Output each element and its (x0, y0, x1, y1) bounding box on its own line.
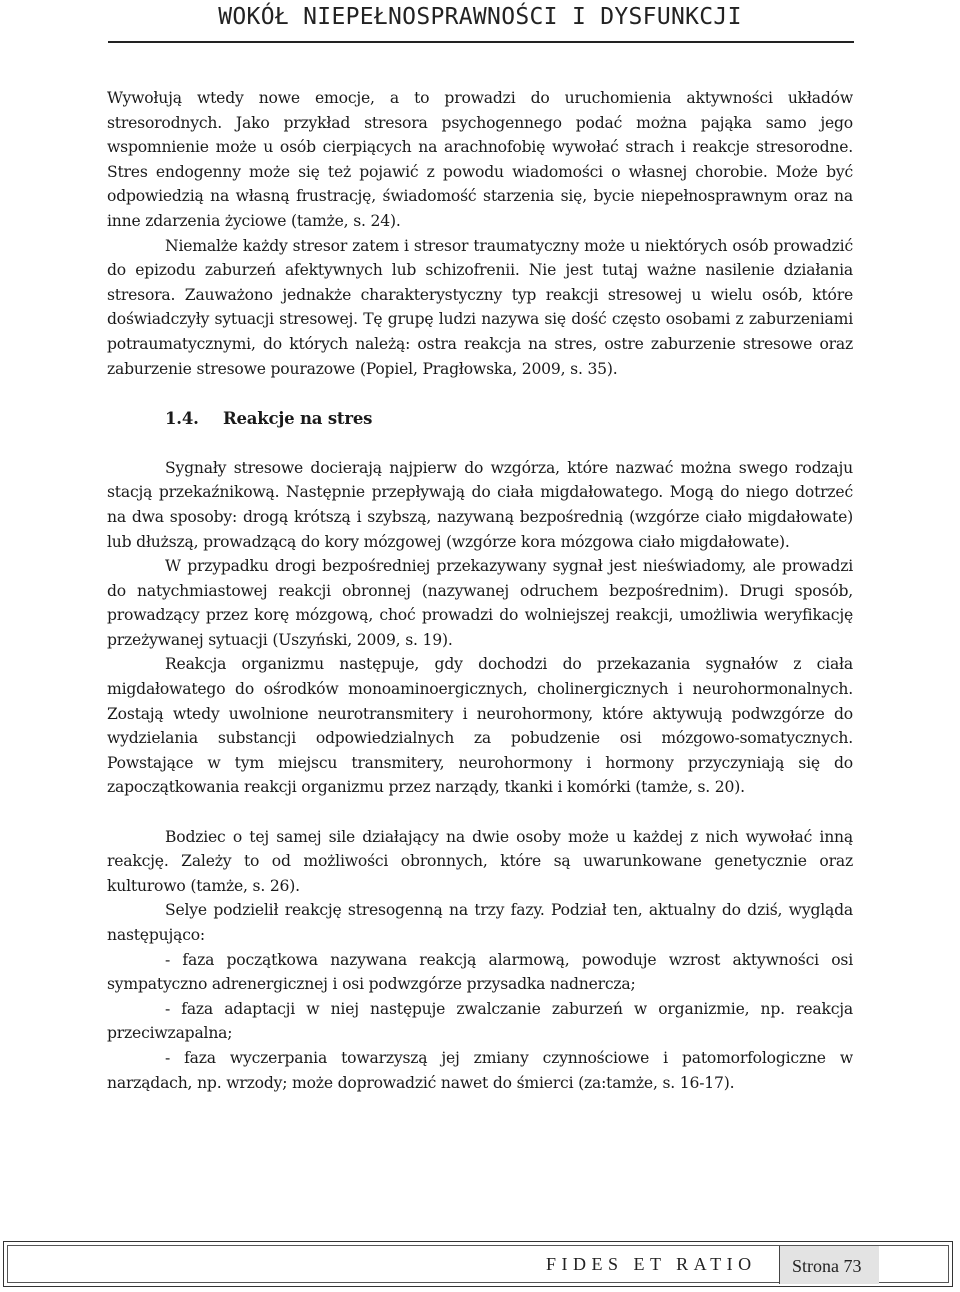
running-header: WOKÓŁ NIEPEŁNOSPRAWNOŚCI I DYSFUNKCJI (218, 4, 742, 30)
paragraph-2: Niemalże każdy stresor zatem i stresor traumatyczny może u niektórych osób prowadzić do epizodu zaburzeń afektywnych lub schizofrenii. Nie jest tutaj ważne nasilenie działania stresora. Zauważono jednakże charakterystyczny typ reakcji stresowej u wielu osób, które doświadczyły sytuacji stresowej. Tę grupę ludzi nazywa się dość często osobami z zaburzeniami potraumatycznymi, do których należą: ostra reakcja na stres, ostre zaburzenie stresowe oraz zaburzenie stresowe pourazowe (Popiel, Pragłowska, 2009, s. 35). (107, 236, 853, 378)
paragraph-1: Wywołują wtedy nowe emocje, a to prowadzi do uruchomienia aktywności układów stresorodnych. Jako przykład stresora psychogennego podać można pająka samo jego wspomnienie może u osób cierpiących na arachnofobię wywołać strach i reakcje stresorodne. Stres endogenny może się też pojawić z powodu wiadomości o własnej chorobie. Może być odpowiedzią na własną frustrację, świadomość starzenia się, bycie niepełnosprawnym oraz na inne zdarzenia życiowe (tamże, s. 24). (107, 89, 853, 230)
phase-2-item: - faza adaptacji w niej następuje zwalczanie zaburzeń w organizmie, np. reakcja przeciwzapalna; (107, 999, 853, 1043)
page-number: Strona 73 (792, 1256, 862, 1276)
section-title: Reakcje na stres (223, 409, 373, 429)
paragraph-6: Bodziec o tej samej sile działający na dwie osoby może u każdej z nich wywołać inną reakcję. Zależy to od możliwości obronnych, które są uwarunkowane genetycznie oraz kulturowo (tamże, s. 26). (107, 827, 853, 895)
paragraph-3: Sygnały stresowe docierają najpierw do wzgórza, które nazwać można swego rodzaju stacją przekaźnikową. Następnie przepływają do ciała migdałowatego. Mogą do niego dotrzeć na dwa sposoby: drogą krótszą i szybszą, nazywaną bezpośrednią (wzgórze ciało migdałowate) lub dłuższą, prowadzącą do kory mózgowej (wzgórze kora mózgowa ciało migdałowate). (107, 458, 853, 551)
section-number: 1.4. (165, 409, 199, 429)
footer-motto: FIDES ET RATIO (546, 1254, 757, 1274)
header-rule (108, 41, 854, 43)
paragraph-7: Selye podzielił reakcję stresogenną na trzy fazy. Podział ten, aktualny do dziś, wygląda następująco: (107, 901, 853, 944)
phase-3-item: - faza wyczerpania towarzyszą jej zmiany czynnościowe i patomorfologiczne w narządach, np. wrzody; może doprowadzić nawet do śmierci (za:tamże, s. 16-17). (107, 1048, 853, 1092)
phase-1-item: - faza początkowa nazywana reakcją alarmową, powoduje wzrost aktywności osi sympatyczno adrenergicznej i osi podwzgórze przysadka nadnercza; (107, 950, 853, 994)
paragraph-4: W przypadku drogi bezpośredniej przekazywany sygnał jest nieświadomy, ale prowadzi do natychmiastowej reakcji obronnej (nazywanej odruchem bezpośrednim). Drugi sposób, prowadzący przez korę mózgową, choć prowadzi do wolniejszej reakcji, umożliwia weryfikację przeżywanej sytuacji (Uszyński, 2009, s. 19). (107, 557, 853, 649)
section-heading (165, 407, 853, 432)
page-body (107, 86, 853, 1095)
paragraph-5: Reakcja organizmu następuje, gdy dochodzi do przekazania sygnałów z ciała migdałowatego do ośrodków monoaminoergicznych, cholinergicznych i neurohormonalnych. Zostają wtedy uwolnione neurotransmitery i neurohormony, które aktywują podwzgórze do wydzielania substancji odpowiedzialnych za pobudzenie osi mózgowo-somatycznych. Powstające w tym miejscu transmitery, neurohormony i hormony przyczyniają się do zapoczątkowania reakcji organizmu przez narządy, tkanki i komórki (tamże, s. 20). (107, 655, 853, 797)
